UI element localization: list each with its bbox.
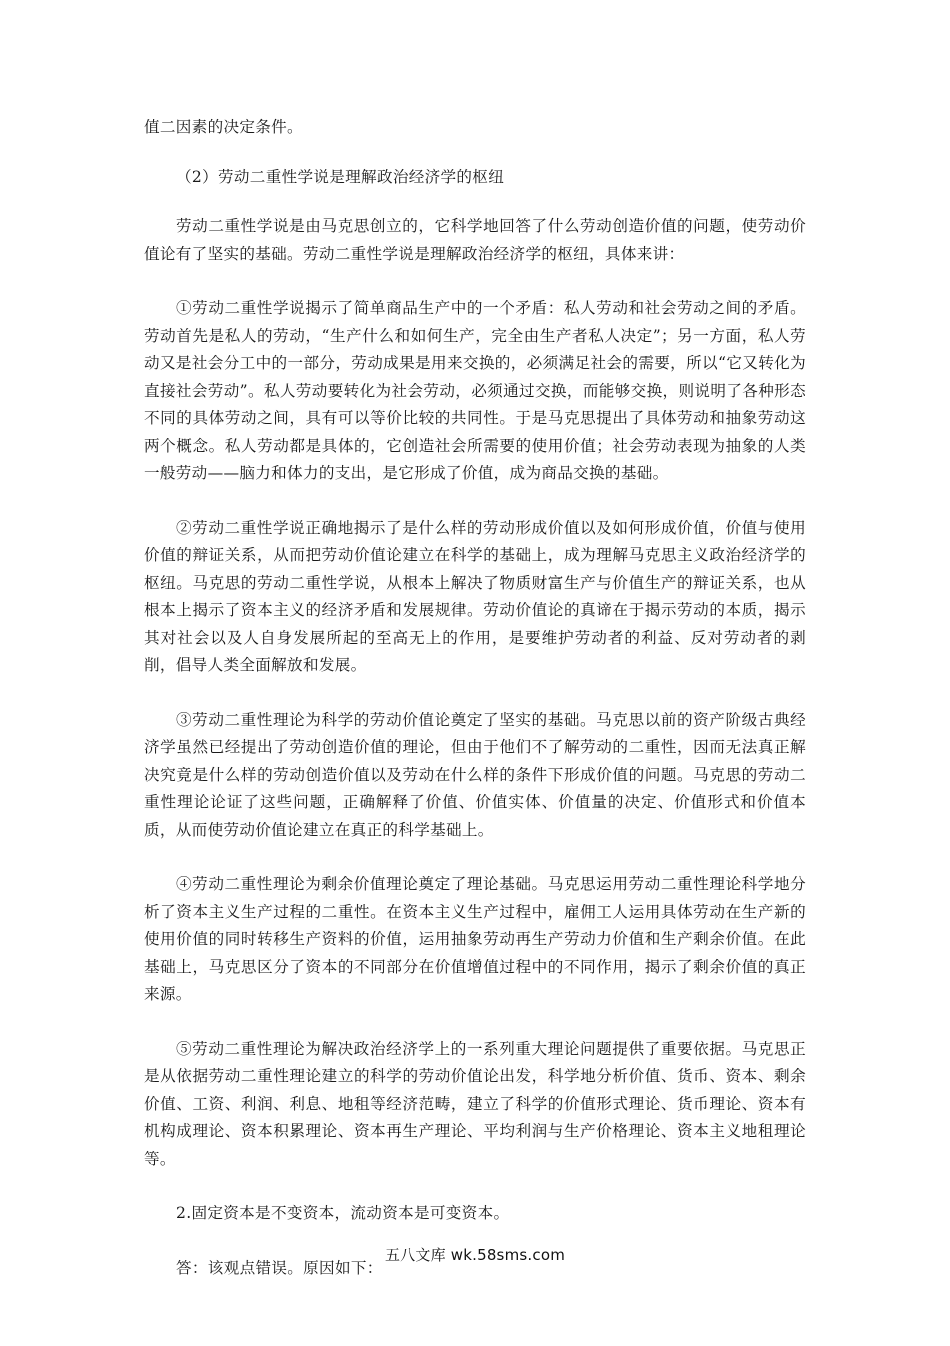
document-body <box>144 114 806 1282</box>
paragraph-point-1: ①劳动二重性学说揭示了简单商品生产中的一个矛盾：私人劳动和社会劳动之间的矛盾。劳动首先是私人的劳动，“生产什么和如何生产，完全由生产者私人决定”；另一方面，私人劳动又是社会分工中的一部分，劳动成果是用来交换的，必须满足社会的需要，所以“它又转化为直接社会劳动”。私人劳动要转化为社会劳动，必须通过交换，而能够交换，则说明了各种形态不同的具体劳动之间，具有可以等价比较的共同性。于是马克思提出了具体劳动和抽象劳动这两个概念。私人劳动都是具体的，它创造社会所需要的使用价值；社会劳动表现为抽象的人类一般劳动——脑力和体力的支出，是它形成了价值，成为商品交换的基础。 <box>144 299 806 482</box>
paragraph-intro: 劳动二重性学说是由马克思创立的，它科学地回答了什么劳动创造价值的问题，使劳动价值论有了坚实的基础。劳动二重性学说是理解政治经济学的枢纽，具体来讲： <box>144 217 806 263</box>
question-heading: 2.固定资本是不变资本，流动资本是可变资本。 <box>176 1204 510 1222</box>
paragraph-point-5: ⑤劳动二重性理论为解决政治经济学上的一系列重大理论问题提供了重要依据。马克思正是从依据劳动二重性理论建立的科学的劳动价值论出发，科学地分析价值、货币、资本、剩余价值、工资、利润、利息、地租等经济范畴，建立了科学的价值形式理论、货币理论、资本有机构成理论、资本积累理论、资本再生产理论、平均利润与生产价格理论、资本主义地租理论等。 <box>144 1039 806 1168</box>
page-footer: 五八文库 wk.58sms.com <box>384 1246 566 1264</box>
paragraph-point-2: ②劳动二重性学说正确地揭示了是什么样的劳动形成价值以及如何形成价值，价值与使用价值的辩证关系，从而把劳动价值论建立在科学的基础上，成为理解马克思主义政治经济学的枢纽。马克思的劳动二重性学说，从根本上解决了物质财富生产与价值生产的辩证关系，也从根本上揭示了资本主义的经济矛盾和发展规律。劳动价值论的真谛在于揭示劳动的本质，揭示其对社会以及人自身发展所起的至高无上的作用，是要维护劳动者的利益、反对劳动者的剥削，倡导人类全面解放和发展。 <box>144 518 806 674</box>
paragraph-continuation: 值二因素的决定条件。 <box>144 118 303 136</box>
section-heading: （2）劳动二重性学说是理解政治经济学的枢纽 <box>176 167 505 186</box>
paragraph-point-3: ③劳动二重性理论为科学的劳动价值论奠定了坚实的基础。马克思以前的资产阶级古典经济学虽然已经提出了劳动创造价值的理论，但由于他们不了解劳动的二重性，因而无法真正解决究竟是什么样的劳动创造价值以及劳动在什么样的条件下形成价值的问题。马克思的劳动二重性理论论证了这些问题，正确解释了价值、价值实体、价值量的决定、价值形式和价值本质，从而使劳动价值论建立在真正的科学基础上。 <box>144 710 806 839</box>
paragraph-point-4: ④劳动二重性理论为剩余价值理论奠定了理论基础。马克思运用劳动二重性理论科学地分析了资本主义生产过程的二重性。在资本主义生产过程中，雇佣工人运用具体劳动在生产新的使用价值的同时转移生产资料的价值，运用抽象劳动再生产劳动力价值和生产剩余价值。在此基础上，马克思区分了资本的不同部分在价值增值过程中的不同作用，揭示了剩余价值的真正来源。 <box>144 875 806 1003</box>
answer-paragraph: 答：该观点错误。原因如下： <box>176 1258 383 1277</box>
